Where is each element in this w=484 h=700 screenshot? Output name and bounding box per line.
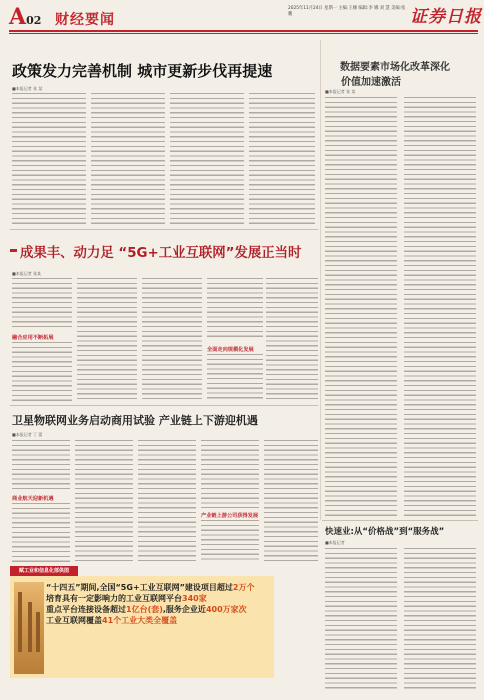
feature-col4 [207,278,263,338]
header-rule-thin [9,33,478,34]
satellite-subhead-1: 商业航天迎新机遇 [12,496,54,502]
banner-line-1: “十四五”期间,全国“5G+工业互联网”建设项目超过2万个 [46,583,255,592]
banner-line-4: 工业互联网覆盖41个工业大类全覆盖 [46,616,178,625]
right-story-col2 [404,97,476,517]
banner-line-2: 培育具有一定影响力的工业互联网平台340家 [46,594,207,603]
satellite-subhead-2: 产业链上游公司获得发展 [201,513,259,519]
column-divider [320,40,321,520]
banner-tab: 赋工业和信息化部供图 [10,566,78,576]
right-story-col1 [325,97,397,517]
feature-subhead-1: 融合应用不断拓展 [12,335,54,341]
right-story-headline-2: 价值加速激活 [341,77,401,88]
top-story-byline: ■本报记者 张 某 [12,86,43,91]
top-story-col4 [249,93,315,225]
satellite-col2 [75,440,133,563]
top-story-col1 [12,93,86,225]
feature-top-rule [10,229,318,230]
satellite-col1 [12,440,70,492]
satellite-col5 [264,440,318,563]
satellite-col3 [138,440,196,563]
feature-col3 [142,278,202,402]
feature-headline: 成果丰、动力足 “5G+工业互联网”发展正当时 [20,246,302,261]
header-rule [9,30,478,32]
factory-photo [14,582,44,674]
feature-subhead-2: 全面走向规模化发展 [207,347,254,353]
commentary-top-rule [322,520,478,521]
feature-byline: ■本报记者 张某 [12,271,42,276]
top-story-col3 [170,93,244,225]
commentary-col1 [325,548,397,692]
commentary-headline: 快速业:从“价格战”到“服务战” [325,527,445,537]
satellite-byline: ■本报记者 丁 蕾 [12,432,43,437]
satellite-top-rule [10,405,318,406]
right-story-headline: 数据要素市场化改革深化 [340,62,450,73]
satellite-col4 [201,440,259,508]
feature-col1b [12,342,72,402]
commentary-col2 [404,548,476,692]
masthead-logo: 证券日报 [410,7,482,27]
feature-col5 [266,278,318,402]
commentary-byline: ■本报记者 [325,540,345,545]
right-story-byline: ■本报记者 张 某 [325,89,356,94]
feature-marker [10,249,17,252]
banner-text [46,582,270,626]
top-story-headline: 政策发力完善机制 城市更新步伐再提速 [12,62,273,80]
section-title: 财经要闻 [55,12,115,28]
top-story-col2 [91,93,165,225]
satellite-headline: 卫星物联网业务启动商用试验 产业链上下游迎机遇 [12,414,258,427]
feature-col1 [12,278,72,330]
satellite-col1b [12,503,70,563]
issue-info: 2025年11月24日 星期一 主编:王姗 编辑:李 娜 刘 慧 美编:张 鹏 [288,6,406,17]
banner-line-3: 重点平台连接设备超过1亿台(套),服务企业近400万家次 [46,605,247,614]
page-number: A02 [9,4,42,30]
feature-col2 [77,278,137,402]
satellite-col4b [201,520,259,563]
feature-col4b [207,354,263,402]
